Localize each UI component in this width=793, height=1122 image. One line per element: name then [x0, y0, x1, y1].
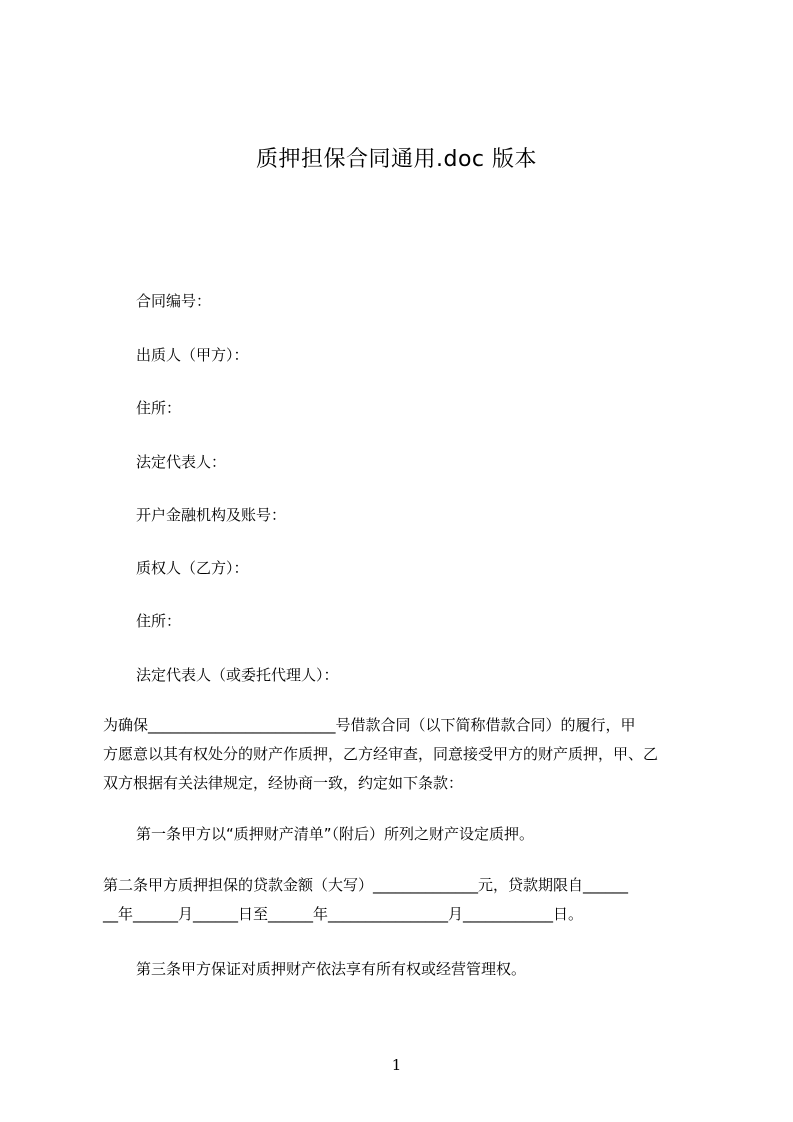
article-2 [103, 871, 703, 929]
pledgee-field: 质权人（乙方）： [136, 559, 249, 577]
pledgee-address-field: 住所： [136, 612, 182, 630]
page-number: 1 [391, 1056, 402, 1074]
preamble-line-3: 双方根据有关法律规定，经协商一致，约定如下条款： [103, 774, 464, 792]
pledgee-legal-rep-field: 法定代表人（或委托代理人）： [136, 666, 339, 684]
contract-number-field: 合同编号： [136, 292, 212, 310]
article-1: 第一条甲方以“质押财产清单”（附后）所列之财产设定质押。 [136, 825, 535, 843]
article-2-line-1: 第二条甲方质押担保的贷款金额（大写）______________元，贷款期限自______ [103, 876, 629, 894]
article-3: 第三条甲方保证对质押财产依法享有所有权或经营管理权。 [136, 960, 527, 978]
preamble-line-2: 方愿意以其有权处分的财产作质押，乙方经审查，同意接受甲方的财产质押，甲、乙 [103, 745, 659, 763]
preamble-line-1: 为确保_________________________号借款合同（以下简称借款合同）的履行，甲 [103, 716, 636, 734]
article-2-line-2: __年______月______日至______年________________月____________日。 [103, 905, 584, 923]
document-title: 质押担保合同通用.doc 版本 [255, 147, 537, 172]
pledgor-field: 出质人（甲方）： [136, 346, 249, 364]
pledgor-legal-rep-field: 法定代表人： [136, 453, 227, 471]
preamble-paragraph [103, 711, 703, 798]
pledgor-address-field: 住所： [136, 399, 182, 417]
bank-account-field: 开户金融机构及账号： [136, 506, 287, 524]
